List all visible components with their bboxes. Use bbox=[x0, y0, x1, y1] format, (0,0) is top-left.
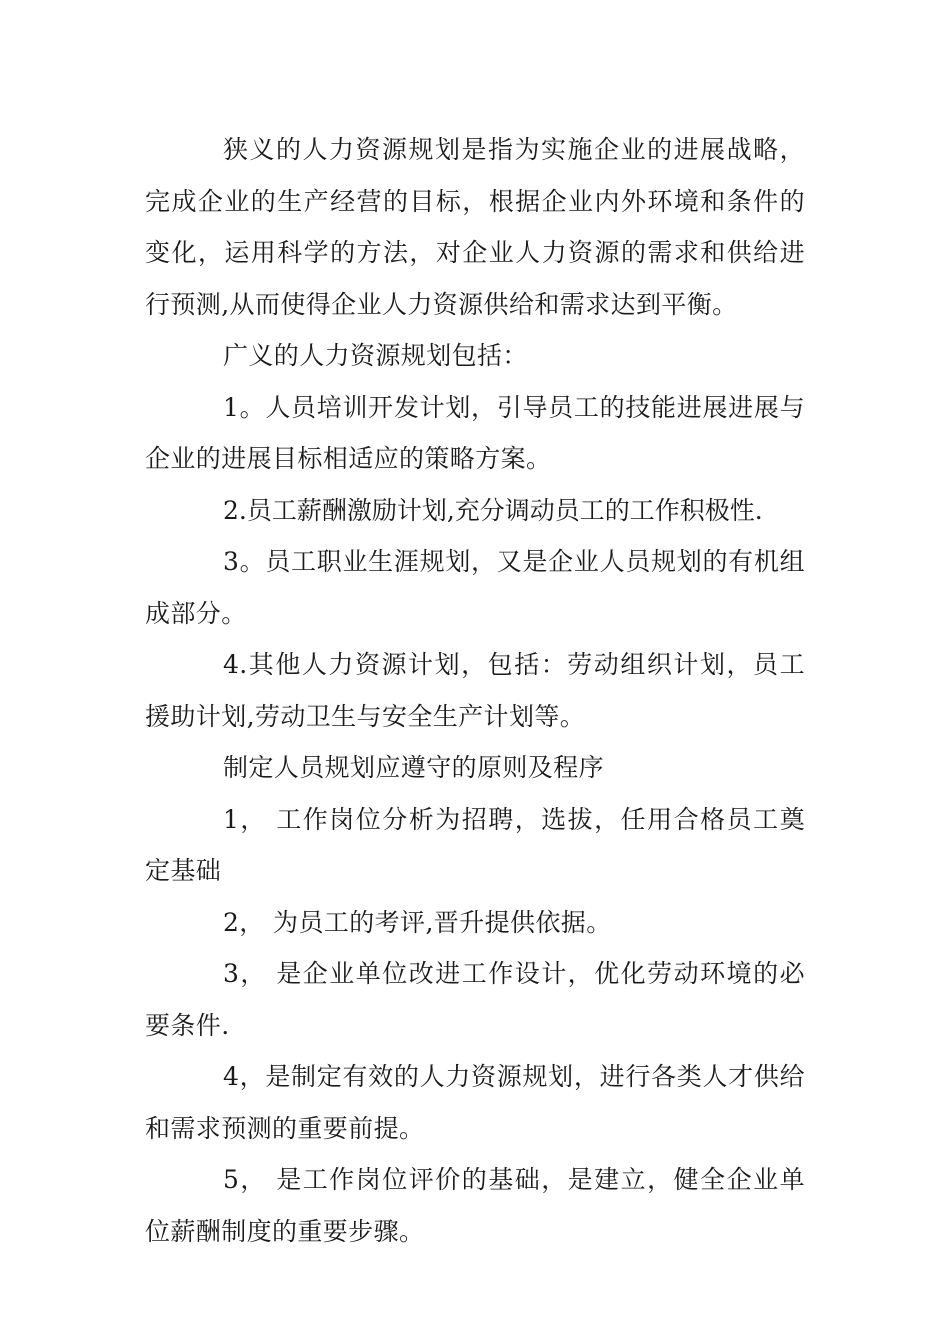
document-body bbox=[145, 124, 805, 1257]
paragraph-principle-4: 4，是制定有效的人力资源规划，进行各类人才供给和需求预测的重要前提。 bbox=[145, 1062, 805, 1143]
paragraph-principle-2: 2， 为员工的考评,晋升提供依据。 bbox=[223, 907, 612, 937]
paragraph-narrow-definition: 狭义的人力资源规划是指为实施企业的进展战略，完成企业的生产经营的目标，根据企业内外环境和条件的变化，运用科学的方法，对企业人力资源的需求和供给进行预测,从而使得企业人力资源供给和需求达到平衡。 bbox=[145, 135, 805, 319]
paragraph-item-training-plan: 1。人员培训开发计划，引导员工的技能进展进展与企业的进展目标相适应的策略方案。 bbox=[145, 392, 805, 473]
paragraph-principle-5: 5， 是工作岗位评价的基础，是建立，健全企业单位薪酬制度的重要步骤。 bbox=[145, 1165, 805, 1246]
paragraph-item-compensation-plan: 2.员工薪酬激励计划,充分调动员工的工作积极性. bbox=[223, 495, 763, 525]
paragraph-principles-heading: 制定人员规划应遵守的原则及程序 bbox=[223, 753, 605, 782]
paragraph-broad-definition-heading: 广义的人力资源规划包括： bbox=[223, 341, 528, 370]
paragraph-principle-1: 1， 工作岗位分析为招聘，选拔，任用合格员工奠定基础 bbox=[145, 804, 805, 885]
paragraph-item-career-plan: 3。员工职业生涯规划，又是企业人员规划的有机组成部分。 bbox=[145, 547, 805, 628]
paragraph-item-other-plans: 4.其他人力资源计划，包括：劳动组织计划，员工援助计划,劳动卫生与安全生产计划等。 bbox=[145, 650, 805, 731]
paragraph-principle-3: 3， 是企业单位改进工作设计，优化劳动环境的必要条件. bbox=[145, 959, 805, 1040]
